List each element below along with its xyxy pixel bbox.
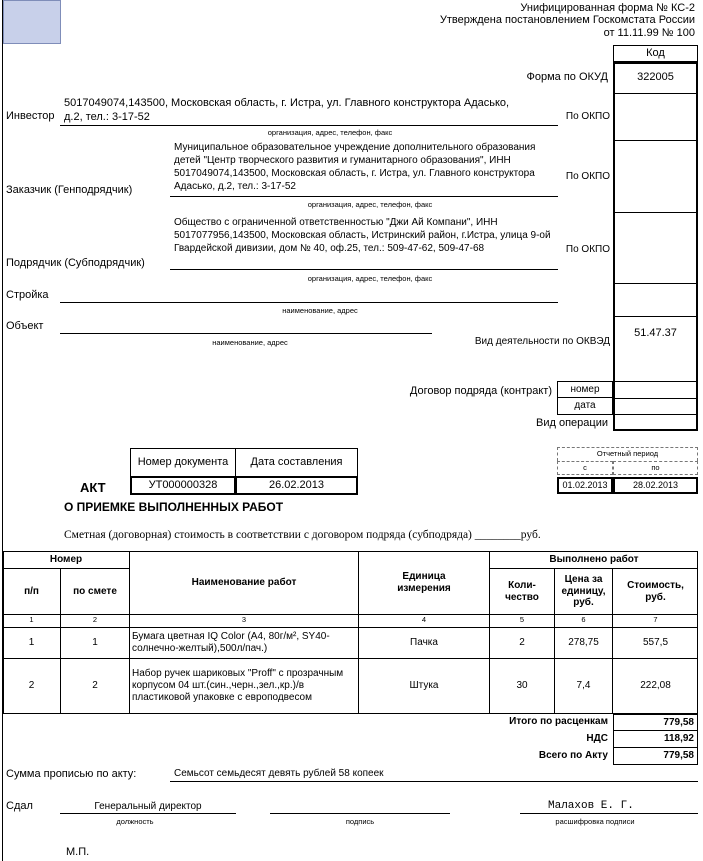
- th-name: Наименование работ: [130, 551, 359, 614]
- contractor-label: Подрядчик (Субподрядчик): [6, 257, 145, 269]
- contract-date-label: дата: [557, 398, 613, 415]
- contractor-caption: организация, адрес, телефон, факс: [307, 274, 433, 283]
- contractor-value: Общество с ограниченной ответственностью "Джи Ай Компани", ИНН 5017077956,143500, Московская область, Истринский район, г.Истра, улица 9-ой Гвардейской дивизии, дом № 40, оф.25, тел.: 509-47-62, 509-47-68: [174, 217, 551, 254]
- table-row-2-pp: 2: [3, 658, 61, 714]
- position-value: Генеральный директор: [94, 801, 202, 812]
- approved-text: Утверждена постановлением Госкомстата России: [439, 14, 695, 26]
- code-sep-blank: [613, 316, 698, 317]
- table-row-2-smeta: 2: [61, 658, 130, 714]
- th-smeta: по смете: [61, 569, 130, 614]
- code-sep-number: [613, 398, 698, 399]
- object-line: [60, 333, 432, 334]
- okpo-label-customer: По ОКПО: [565, 171, 610, 182]
- table-row-1-smeta: 1: [61, 627, 130, 658]
- object-label: Объект: [6, 320, 44, 332]
- position-line: [60, 813, 236, 814]
- col-number: 1: [3, 614, 61, 627]
- col-number: 3: [130, 614, 359, 627]
- okpo-label-investor: По ОКПО: [565, 111, 610, 122]
- period-from-value: 01.02.2013: [557, 477, 613, 494]
- stamp-label: М.П.: [66, 846, 90, 858]
- grand-total-label: Всего по Акту: [538, 750, 608, 761]
- customer-value: Муниципальное образовательное учреждение дополнительного образования детей "Центр творческого развития и гуманитарного образования", ИНН 5017049074,143500, Московская область, г. Истра, ул. Главного конструктора Адасько, д.2, тел.: 3-17-52: [174, 142, 536, 192]
- table-row-1-price: 278,75: [555, 627, 613, 658]
- th-done: Выполнено работ: [490, 551, 698, 569]
- operation-label: Вид операции: [536, 417, 608, 429]
- okved-label: Вид деятельности по ОКВЭД: [474, 336, 610, 347]
- signature-line: [270, 813, 450, 814]
- words-label: Сумма прописью по акту:: [6, 768, 137, 780]
- col-number: 7: [653, 615, 658, 625]
- code-sep-date: [613, 414, 698, 415]
- approved-date: от 11.11.99 № 100: [603, 27, 695, 39]
- position-caption: должность: [116, 817, 154, 826]
- th-pp: п/п: [3, 569, 61, 614]
- table-row-2-qty: 30: [490, 658, 555, 714]
- table-row-2-cost: 222,08: [640, 680, 671, 692]
- col-number: 6: [555, 614, 613, 627]
- doc-number-value: УТ000000328: [130, 476, 236, 495]
- object-caption: наименование, адрес: [212, 338, 288, 347]
- period-header: Отчетный период: [557, 447, 698, 461]
- contractor-line: [170, 269, 558, 270]
- investor-line: [60, 125, 558, 126]
- vat-label: НДС: [586, 733, 608, 744]
- table-row-2-price: 7,4: [555, 658, 613, 714]
- vat-value: 118,92: [613, 731, 698, 748]
- table-row-2-name: Набор ручек шариковых "Proff" с прозрачным корпусом 04 шт.(син.,черн.,зел.,кр.)/в пластиковой упаковке с европодвесом: [130, 658, 359, 714]
- page-left-border: [2, 0, 3, 861]
- estimate-text: Сметная (договорная) стоимость в соответствии с договором подряда (субподряда) ________руб.: [64, 529, 541, 541]
- customer-line: [170, 196, 558, 197]
- doc-number-header: Номер документа: [130, 448, 236, 477]
- grand-total-value: 779,58: [613, 748, 698, 765]
- words-value: Семьсот семьдесят девять рублей 58 копеек: [174, 768, 384, 779]
- header-blue-box: [3, 0, 61, 44]
- form-title: Унифицированная форма № КС-2: [520, 2, 695, 14]
- codes-column-frame: [613, 62, 698, 431]
- table-row-1-qty: 2: [490, 627, 555, 658]
- okved-value: 51.47.37: [634, 326, 677, 339]
- kod-header: Код: [613, 45, 698, 62]
- contract-number-label: номер: [557, 381, 613, 398]
- period-from-label: с: [557, 461, 613, 475]
- contract-label: Договор подряда (контракт): [409, 385, 552, 397]
- code-sep-okpo1: [613, 140, 698, 141]
- th-price: Цена за единицу, руб.: [555, 569, 613, 614]
- doc-date-value: 26.02.2013: [235, 476, 358, 495]
- table-row-1-pp: 1: [3, 627, 61, 658]
- th-qty: Коли-чество: [490, 569, 555, 614]
- words-line: [170, 781, 698, 782]
- code-sep-okud: [613, 93, 698, 94]
- akt-title: АКТ: [80, 480, 106, 495]
- col-number: 4: [359, 614, 490, 627]
- table-row-2-unit: Штука: [359, 658, 490, 714]
- site-line: [60, 302, 558, 303]
- doc-date-header: Дата составления: [235, 448, 358, 477]
- okud-value: 322005: [637, 70, 674, 83]
- signature-caption: подпись: [345, 817, 375, 826]
- total-label: Итого по расценкам: [509, 716, 608, 727]
- table-row-1-unit: Пачка: [359, 627, 490, 658]
- name-value: Малахов Е. Г.: [548, 800, 634, 812]
- period-to-value: 28.02.2013: [613, 477, 698, 494]
- th-number: Номер: [3, 551, 130, 569]
- customer-label: Заказчик (Генподрядчик): [6, 184, 133, 196]
- investor-caption: организация, адрес, телефон, факс: [267, 128, 393, 137]
- code-sep-okpo2: [613, 212, 698, 213]
- site-label: Стройка: [6, 289, 49, 301]
- customer-caption: организация, адрес, телефон, факс: [307, 200, 433, 209]
- okpo-label-contractor: По ОКПО: [565, 244, 610, 255]
- th-cost: Стоимость, руб.: [627, 580, 684, 603]
- total-value: 779,58: [613, 714, 698, 731]
- period-to-label: по: [613, 461, 698, 475]
- investor-label: Инвестор: [6, 110, 55, 122]
- name-caption: расшифровка подписи: [555, 817, 635, 826]
- code-sep-okpo3: [613, 283, 698, 284]
- investor-value: 5017049074,143500, Московская область, г. Истра, ул. Главного конструктора Адасько, д.2, тел.: 3-17-52: [64, 97, 510, 123]
- table-row-1-name: Бумага цветная IQ Color (А4, 80г/м², SY40-солнечно-желтый),500л/пач.): [130, 627, 359, 658]
- name-line: [520, 813, 698, 814]
- col-number: 2: [61, 614, 130, 627]
- code-sep-okved: [613, 381, 698, 382]
- okud-label: Форма по ОКУД: [526, 71, 608, 83]
- handed-label: Сдал: [6, 800, 33, 812]
- col-number: 5: [490, 614, 555, 627]
- table-row-1-cost: 557,5: [642, 636, 669, 648]
- th-unit: Единица измерения: [359, 551, 490, 614]
- site-caption: наименование, адрес: [282, 306, 358, 315]
- akt-subtitle: О ПРИЕМКЕ ВЫПОЛНЕННЫХ РАБОТ: [64, 500, 284, 514]
